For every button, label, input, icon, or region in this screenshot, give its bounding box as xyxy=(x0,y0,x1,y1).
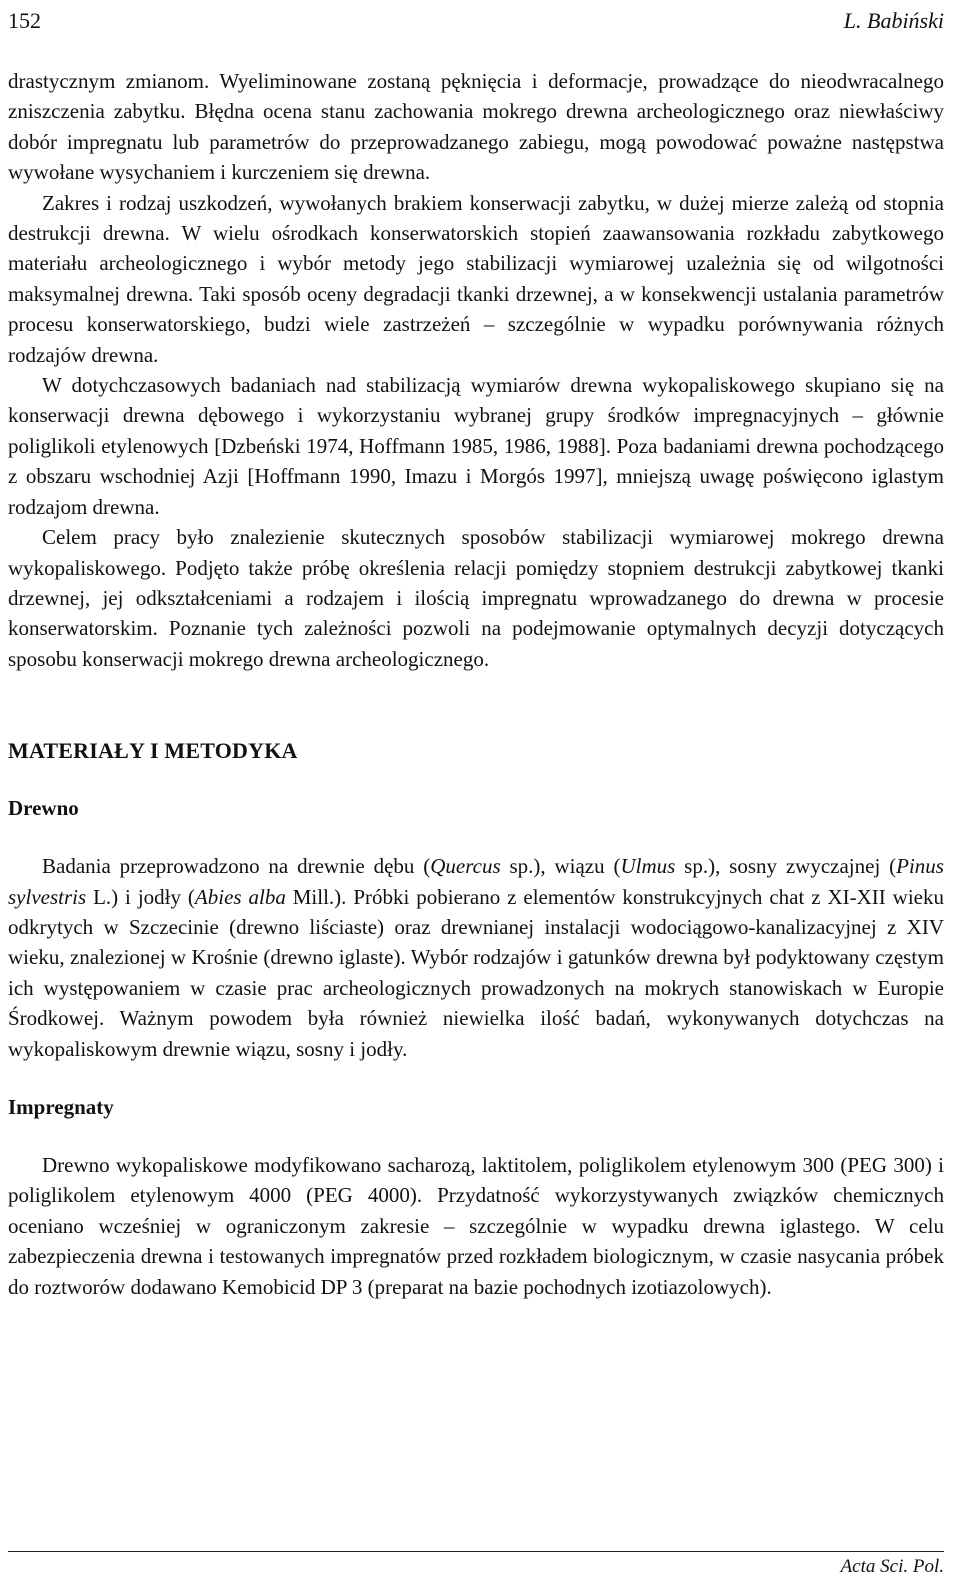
paragraph-prior-research: W dotychczasowych badaniach nad stabilizacją wymiarów drewna wykopaliskowego skupiano się na konserwacji drewna dębowego i wykorzystaniu wybranej grupy środków impregnacyjnych – głównie poliglikoli etylenowych [Dzbeński 1974, Hoffmann 1985, 1986, 1988]. Poza badaniami drewna pochodzącego z obszaru wschodniej Azji [Hoffmann 1990, Imazu i Morgós 1997], mniejszą uwagę poświęcono iglastym rodzajom drewna. xyxy=(8,373,944,519)
species-abies: Abies alba xyxy=(194,884,286,909)
running-head xyxy=(8,6,944,36)
paragraph-aim: Celem pracy było znalezienie skutecznych sposobów stabilizacji wymiarowej mokrego drewna wykopaliskowego. Podjęto także próbę określenia relacji pomiędzy stopniem destrukcji zabytkowej tkanki drzewnej, jej odkształceniami a rodzajem i ilością impregnatu wprowadzanego do drewna w procesie konserwatorskim. Poznanie tych zależności pozwoli na podejmowanie optymalnych decyzji dotyczących sposobu konserwacji mokrego drewna archeologicznego. xyxy=(8,525,944,671)
running-author: L. Babiński xyxy=(843,8,944,33)
footer-rule xyxy=(8,1551,944,1552)
paragraph-damage-scope: Zakres i rodzaj uszkodzeń, wywołanych brakiem konserwacji zabytku, w dużej mierze zależą od stopnia destrukcji drewna. W wielu ośrodkach konserwatorskich stopień zaawansowania rozkładu zabytkowego materiału archeologicznego i wybór metody jego stabilizacji wymiarowej uzależnia się od wilgotności maksymalnej drewna. Taki sposób oceny degradacji tkanki drzewnej, a w konsekwencji ustalania parametrów procesu konserwatorskiego, budzi wiele zastrzeżeń – szczególnie w wypadku porównywania różnych rodzajów drewna. xyxy=(8,190,944,367)
footer-journal: Acta Sci. Pol. xyxy=(840,1556,944,1577)
species-pinus: Pinus sylvestris xyxy=(8,854,944,909)
species-ulmus: Ulmus xyxy=(620,854,676,879)
page-number: 152 xyxy=(8,8,41,33)
section-heading-materials-methods: MATERIAŁY I METODYKA xyxy=(8,738,298,764)
paragraph-continuation: drastycznym zmianom. Wyeliminowane zostaną pęknięcia i deformacje, prowadzące do nieodwracalnego zniszczenia zabytku. Błędna ocena stanu zachowania mokrego drewna archeologicznego oraz niewłaściwy dobór impregnatu lub parametrów do przeprowadzanego zabiegu, mogą powodować poważne następstwa wywołane wysychaniem i kurczeniem się drewna. xyxy=(8,69,944,185)
subsection-heading-wood: Drewno xyxy=(8,796,79,821)
paragraph-impregnants: Drewno wykopaliskowe modyfikowano sacharozą, laktitolem, poliglikolem etylenowym 300 (PEG 300) i poliglikolem etylenowym 4000 (PEG 4000). Przydatność wykorzystywanych związków chemicznych oceniano wcześniej w ograniczonym zakresie – szczególnie w wypadku drewna iglastego. W celu zabezpieczenia drewna i testowanych impregnatów przed rozkładem biologicznym, w czasie nasycania próbek do roztworów dodawano Kemobicid DP 3 (preparat na bazie pochodnych izotiazolowych). xyxy=(8,1152,944,1299)
body-text xyxy=(8,66,944,1302)
species-quercus: Quercus xyxy=(430,854,501,879)
paragraph-wood: Badania przeprowadzono na drewnie dębu (Quercus sp.), wiązu (Ulmus sp.), sosny zwyczajnej (Pinus sylvestris L.) i jodły (Abies alba Mill.). Próbki pobierano z elementów konstrukcyjnych chat z XI-XII wieku odkrytych w Szczecinie (drewno liściaste) oraz drewnianej instalacji wodociągowo-kanalizacyjnej z XIV wieku, znalezionej w Krośnie (drewno iglaste). Wybór rodzajów i gatunków drewna był podyktowany częstym ich występowaniem w czasie prac archeologicznych prowadzonych na mokrych stanowiskach w Europie Środkowej. Ważnym powodem była również niewielka ilość badań, wykonywanych dotychczas na wykopaliskowym drewnie wiązu, sosny i jodły. xyxy=(8,854,944,1061)
subsection-heading-impregnants: Impregnaty xyxy=(8,1094,114,1119)
